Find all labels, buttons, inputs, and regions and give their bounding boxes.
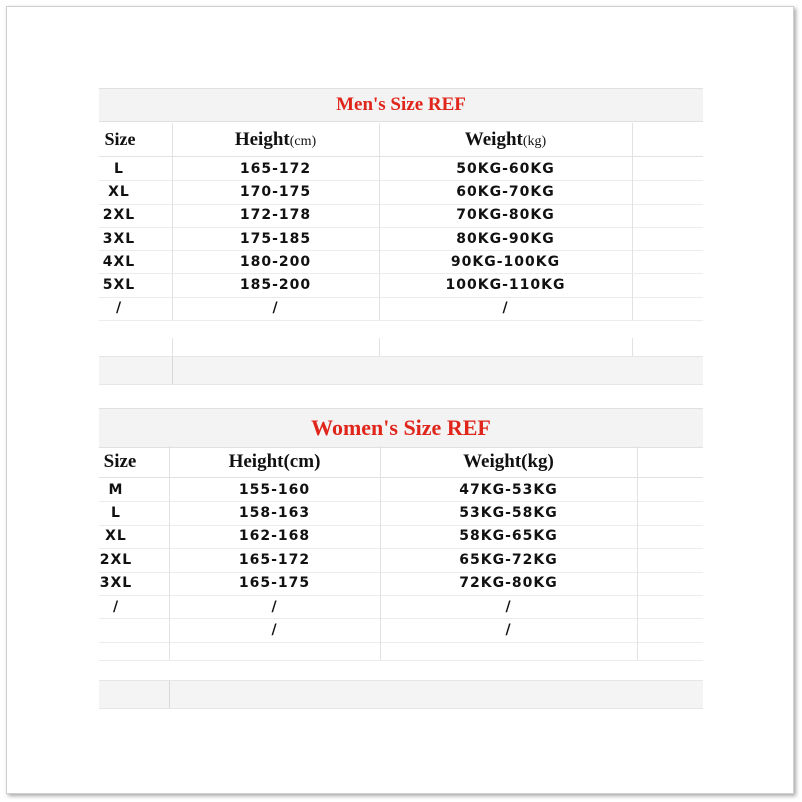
women-row (99, 548, 703, 572)
womens-footer-band (99, 680, 703, 709)
women-row (99, 501, 703, 525)
women-cell-weight: / (505, 622, 512, 639)
mens-header-row (99, 123, 703, 157)
women-cell-height: / (271, 598, 278, 615)
men-cell-height: 180-200 (239, 253, 312, 270)
women-cell-height: 155-160 (238, 481, 311, 498)
men-cell-height: 165-172 (239, 160, 312, 177)
womens-header-row (99, 446, 703, 478)
men-cell-size: 5XL (102, 277, 136, 294)
women-cell-size (99, 618, 133, 641)
men-cell-size: 2XL (102, 207, 136, 224)
men-row (99, 297, 703, 321)
men-cell-size: 4XL (102, 253, 136, 270)
women-row (99, 618, 703, 642)
men-row (99, 204, 703, 228)
men-cell-weight: 70KG-80KG (456, 207, 555, 224)
mens-empty-row (99, 338, 703, 357)
men-cell-height: 172-178 (239, 207, 312, 224)
women-row (99, 572, 703, 596)
womens-table-title: Women's Size REF (99, 408, 703, 448)
women-cell-height: 165-175 (238, 575, 311, 592)
mens-header-height-unit: (cm) (289, 134, 317, 149)
mens-header-weight (379, 123, 632, 156)
men-cell-size: / (115, 300, 123, 317)
womens-header-weight: Weight(kg) (463, 450, 554, 472)
men-cell-weight: 50KG-60KG (456, 160, 555, 177)
men-row (99, 180, 703, 204)
women-cell-height: 162-168 (238, 528, 311, 545)
women-cell-weight: 65KG-72KG (459, 551, 558, 568)
womens-empty-row (99, 642, 703, 661)
women-cell-size: 3XL (99, 575, 133, 592)
mens-header-weight-unit: (kg) (522, 134, 547, 149)
men-row (99, 274, 703, 298)
women-cell-size: / (112, 598, 120, 615)
women-row (99, 595, 703, 619)
women-cell-weight: 47KG-53KG (459, 481, 558, 498)
men-cell-height: 170-175 (239, 183, 312, 200)
mens-header-size: Size (104, 129, 136, 149)
men-cell-size: XL (108, 183, 130, 200)
men-cell-height: 185-200 (239, 277, 312, 294)
men-cell-weight: 60KG-70KG (456, 183, 555, 200)
womens-header-height: Height(cm) (228, 450, 321, 472)
men-cell-height: / (272, 300, 279, 317)
men-cell-weight: 100KG-110KG (445, 277, 566, 294)
women-cell-weight: 58KG-65KG (459, 528, 558, 545)
women-row (99, 525, 703, 549)
men-cell-weight: / (502, 300, 509, 317)
men-row (99, 157, 703, 181)
women-cell-height: 158-163 (238, 505, 311, 522)
men-row (99, 227, 703, 251)
men-row (99, 250, 703, 274)
men-cell-size: L (114, 160, 124, 177)
men-cell-weight: 90KG-100KG (450, 253, 561, 270)
women-cell-size: 2XL (99, 551, 133, 568)
women-cell-size: L (111, 505, 121, 522)
women-cell-size: M (108, 481, 124, 498)
mens-footer-band (99, 356, 703, 385)
women-cell-height: / (271, 622, 278, 639)
women-cell-weight: 53KG-58KG (459, 505, 558, 522)
women-cell-size: XL (105, 528, 127, 545)
mens-header-height-label: Height (234, 128, 290, 150)
women-cell-height: 165-172 (238, 551, 311, 568)
mens-header-height (172, 123, 379, 156)
mens-table-title: Men's Size REF (99, 88, 703, 122)
men-cell-size: 3XL (102, 230, 136, 247)
women-cell-weight: / (505, 598, 512, 615)
men-cell-height: 175-185 (239, 230, 312, 247)
mens-header-weight-label: Weight (464, 128, 523, 150)
men-cell-weight: 80KG-90KG (456, 230, 555, 247)
women-cell-weight: 72KG-80KG (459, 575, 558, 592)
womens-header-size: Size (103, 450, 137, 472)
women-row (99, 478, 703, 502)
